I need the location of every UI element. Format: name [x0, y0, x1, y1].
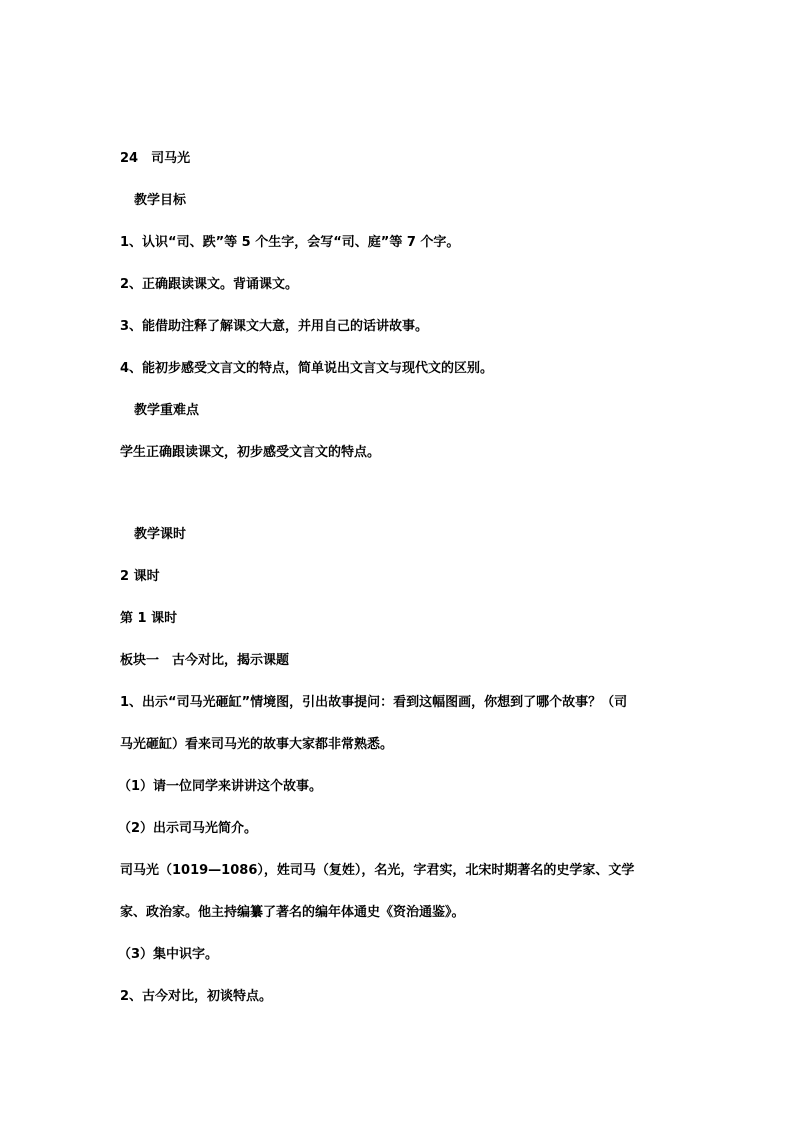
class-hours-value: 2 课时	[120, 569, 160, 584]
objective-item: 3、能借助注释了解课文大意，并用自己的话讲故事。	[120, 319, 429, 334]
heading-class-hours: 教学课时	[134, 527, 187, 542]
bio-text-line1: 司马光（1019—1086），姓司马（复姓），名光，字君实，北宋时期著名的史学家、文学	[120, 863, 635, 878]
lesson-title: 24 司马光	[120, 151, 191, 166]
objective-item: 1、认识“司、跌”等 5 个生字，会写“司、庭”等 7 个字。	[120, 235, 460, 250]
key-points-text: 学生正确跟读课文，初步感受文言文的特点。	[120, 445, 381, 460]
heading-key-points: 教学重难点	[134, 403, 200, 418]
sub-step-item: （1）请一位同学来讲讲这个故事。	[118, 779, 323, 794]
objective-item: 2、正确跟读课文。背诵课文。	[120, 277, 299, 292]
step-one-text-line2: 马光砸缸）看来司马光的故事大家都非常熟悉。	[120, 737, 394, 752]
sub-step-item: （3）集中识字。	[118, 947, 219, 962]
lesson-label: 第 1 课时	[120, 611, 178, 626]
sub-step-item: （2）出示司马光简介。	[118, 821, 258, 836]
objective-item: 4、能初步感受文言文的特点，简单说出文言文与现代文的区别。	[120, 361, 494, 376]
block-one-title: 板块一 古今对比，揭示课题	[120, 653, 290, 668]
heading-teaching-objectives: 教学目标	[134, 193, 187, 208]
bio-text-line2: 家、政治家。他主持编纂了著名的编年体通史《资治通鉴》。	[120, 905, 465, 920]
step-one-text-line1: 1、出示“司马光砸缸”情境图，引出故事提问：看到这幅图画，你想到了哪个故事？（司	[120, 695, 628, 710]
step-two-text: 2、古今对比，初谈特点。	[120, 989, 273, 1004]
